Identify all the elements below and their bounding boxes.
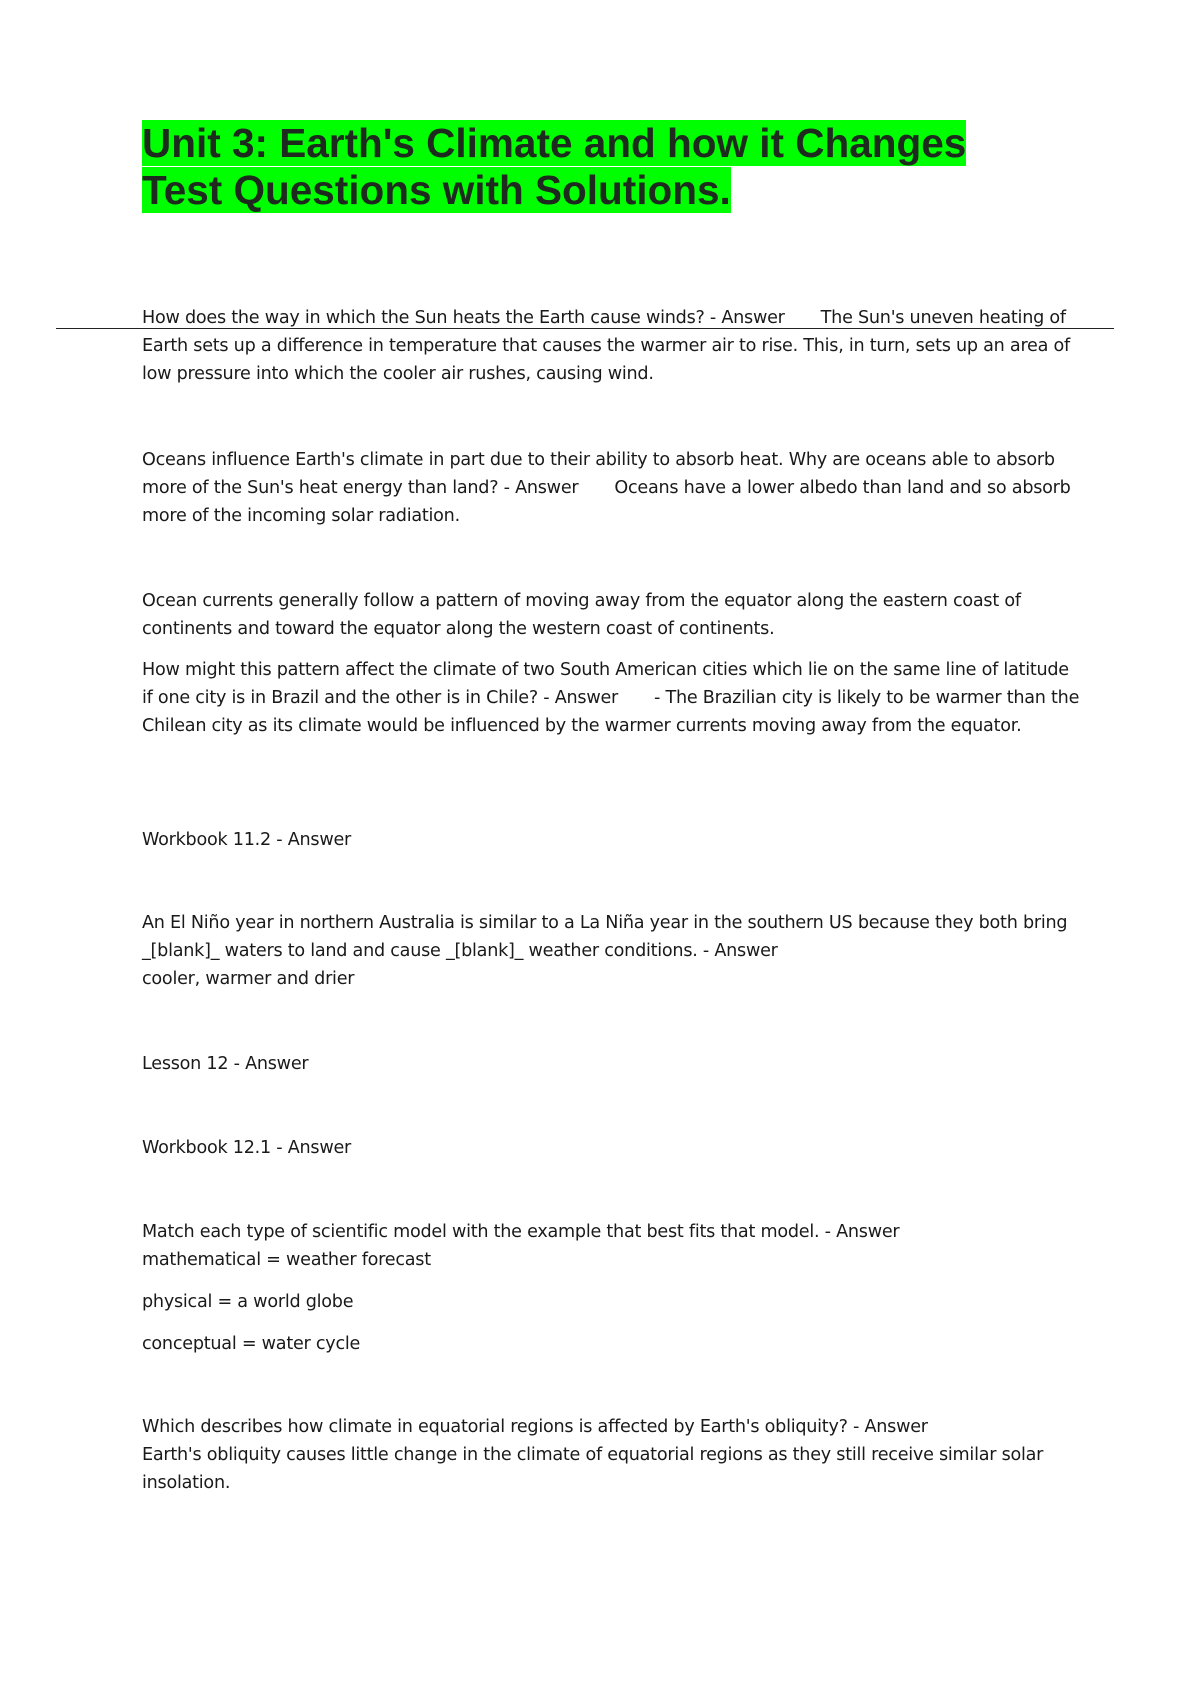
question-text: How does the way in which the Sun heats the Earth cause winds? - Answer <box>142 308 785 328</box>
answer-text: Oceans have a lower albedo than land and so absorb more of the incoming solar radiation. <box>142 478 1071 526</box>
question-text: Oceans influence Earth's climate in part due to their ability to absorb heat. Why are oceans able to absorb more of the Sun's heat energy than land? - Answer <box>142 450 1055 498</box>
question-text: An El Niño year in northern Australia is similar to a La Niña year in the southern US because they both bring _[blank]_ waters to land and cause _[blank]_ weather conditions. - Answer <box>142 913 1068 961</box>
qa-item-4 <box>142 826 1082 854</box>
qa-item-8 <box>142 1218 1082 1274</box>
qa-item-3-intro: Ocean currents generally follow a pattern of moving away from the equator along the eastern coast of continents and toward the equator along the western coast of continents. <box>142 591 1021 639</box>
qa-item-5 <box>142 909 1082 993</box>
question-text: Match each type of scientific model with the example that best fits that model. - Answer <box>142 1222 900 1242</box>
qa-item-3 <box>142 656 1082 740</box>
title-highlight: Unit 3: Earth's Climate and how it Changes Test Questions with Solutions. <box>142 120 967 213</box>
answer-text: - The Brazilian city is likely to be warmer than the Chilean city as its climate would be influenced by the warmer currents moving away from the equator. <box>142 688 1080 736</box>
answer-text: cooler, warmer and drier <box>142 969 355 989</box>
page-title <box>142 120 982 214</box>
qa-item-9 <box>142 1413 1082 1497</box>
question-text: Workbook 11.2 - Answer <box>142 830 352 850</box>
qa-item-7 <box>142 1134 1082 1162</box>
question-text: Workbook 12.1 - Answer <box>142 1138 352 1158</box>
answer-text: The Sun's uneven heating of Earth sets up a difference in temperature that causes the warmer air to rise. This, in turn, sets up an area of low pressure into which the cooler air rushes, causing wind. <box>142 308 1070 384</box>
qa-item-8-answer-2: physical = a world globe <box>142 1292 354 1312</box>
answer-text: Earth's obliquity causes little change in the climate of equatorial regions as they still receive similar solar insolation. <box>142 1445 1044 1493</box>
qa-item-2 <box>142 446 1082 530</box>
qa-item-1 <box>142 304 1082 388</box>
question-text: Which describes how climate in equatorial regions is affected by Earth's obliquity? - Answer <box>142 1417 928 1437</box>
question-text: How might this pattern affect the climate of two South American cities which lie on the same line of latitude if one city is in Brazil and the other is in Chile? - Answer <box>142 660 1069 708</box>
qa-item-6 <box>142 1050 1082 1078</box>
question-text: Lesson 12 - Answer <box>142 1054 309 1074</box>
qa-item-8-answer-3: conceptual = water cycle <box>142 1334 361 1354</box>
answer-text: mathematical = weather forecast <box>142 1250 431 1270</box>
